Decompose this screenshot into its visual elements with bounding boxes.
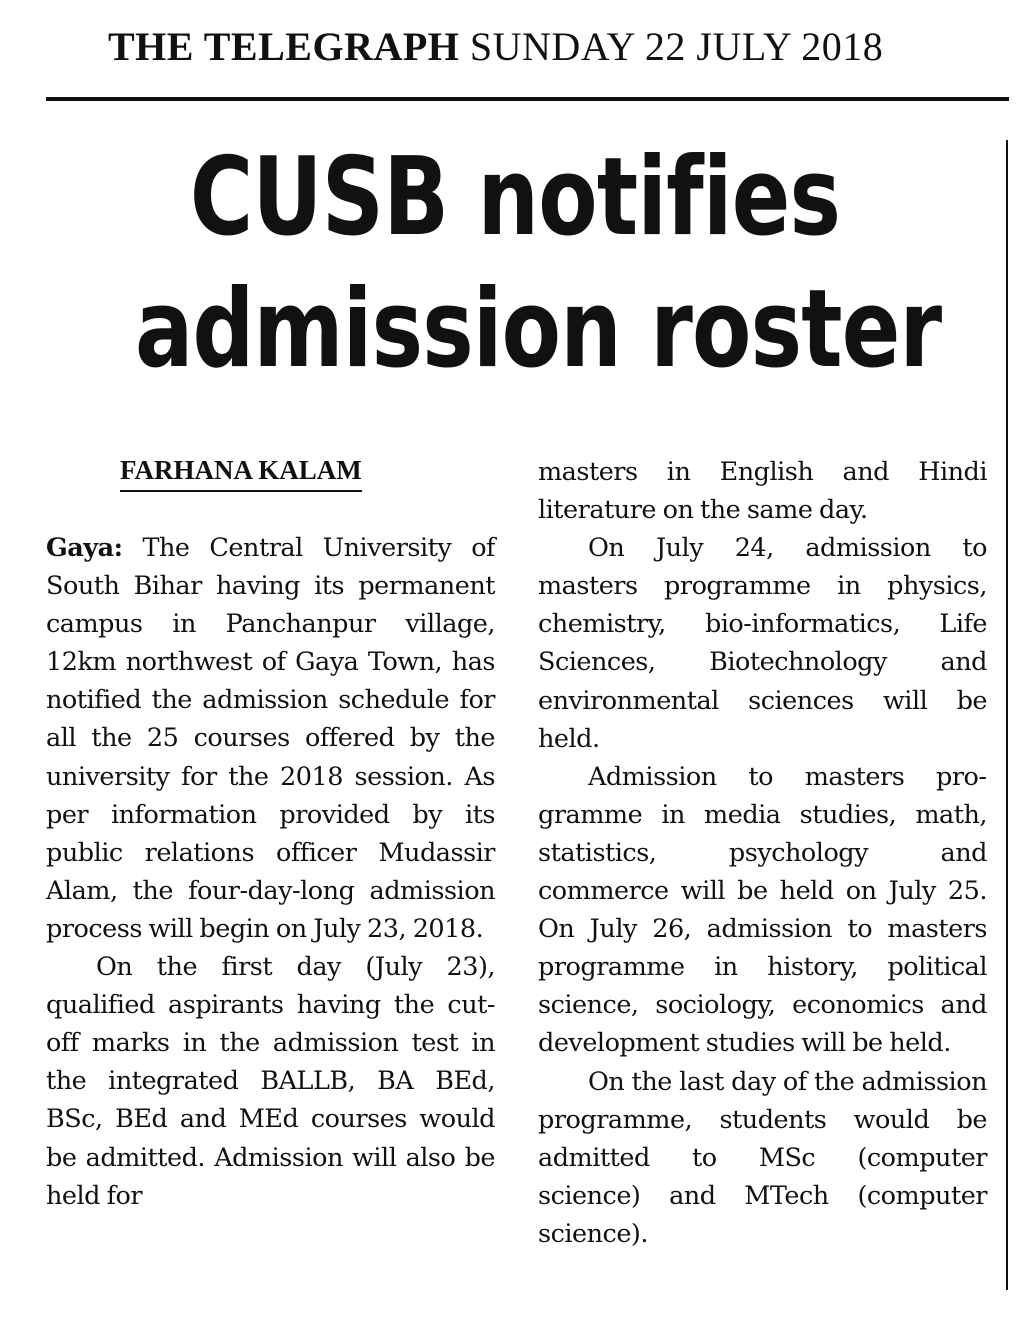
headline-line-1: CUSB notifies — [189, 135, 841, 260]
newspaper-name: THE TELEGRAPH — [108, 24, 460, 69]
article-paragraph — [46, 529, 495, 948]
masthead — [108, 22, 928, 72]
article-paragraph: On the first day (July 23), qualified aspirants having the cut-off marks in the admission test in the integrated BALLB, BA BEd, BSc, BEd and MEd courses would be admitted. Admission will also be held for — [46, 952, 495, 1211]
article-column-right — [538, 453, 987, 1253]
dateline: Gaya: — [46, 533, 123, 563]
paragraph-text: The Central University of South Bihar having its permanent campus in Panchanpur village, 12km northwest of Gaya Town, has notified the admission schedule for all the 25 courses offered by the university for the 2018 session. As per information provided by its public relations officer Mudassir Alam, the four-day-long admission process will begin on July 23, 2018. — [46, 533, 495, 944]
article-paragraph: On the last day of the admission programme, students would be admitted to MSc (computer science) and MTech (computer science). — [538, 1066, 987, 1249]
article-column-left — [46, 529, 495, 1215]
column-border-rule — [1006, 140, 1008, 1290]
article-paragraph: Admission to masters programme in media studies, math, statistics, psychology and commerce will be held on July 25. On July 26, admission to masters programme in history, political science, sociology, economics and development studies will be held. — [538, 761, 987, 1059]
byline: FARHANA KALAM — [120, 452, 362, 492]
masthead-rule — [46, 97, 1009, 101]
headline — [135, 132, 942, 396]
headline-line-2: admission roster — [135, 267, 942, 392]
article-paragraph-continued: masters in English and Hindi literature on the same day. — [538, 457, 987, 526]
publication-date: SUNDAY 22 JULY 2018 — [469, 24, 884, 69]
article-paragraph: On July 24, admission to masters programme in physics, chemistry, bio-informatics, Life Sciences, Biotechnology and environmental sciences will be held. — [538, 533, 987, 754]
